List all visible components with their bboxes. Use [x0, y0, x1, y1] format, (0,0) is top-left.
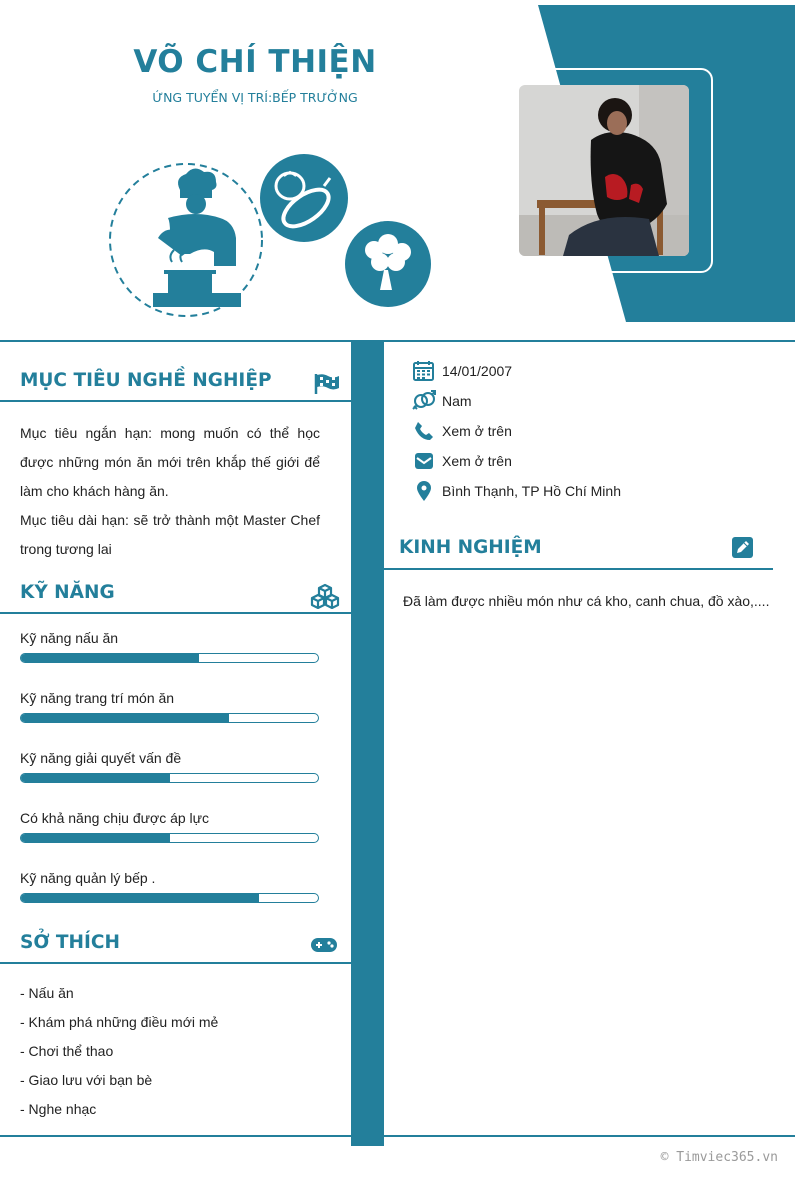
- skills-underline: [0, 612, 351, 614]
- skill-bar-fill: [21, 834, 170, 842]
- flag-icon: [314, 373, 340, 395]
- cubes-icon: [310, 583, 340, 609]
- email-icon: [412, 450, 436, 472]
- skill-bar-fill: [21, 774, 170, 782]
- gender-value: Nam: [442, 393, 472, 409]
- footer-watermark: © Timviec365.vn: [660, 1150, 778, 1165]
- skill-label: Kỹ năng trang trí món ăn: [20, 690, 175, 706]
- header-divider: [0, 340, 795, 342]
- profile-photo: [519, 85, 689, 256]
- skill-bar: [20, 773, 319, 783]
- calendar-icon: [412, 360, 436, 382]
- skills-title: KỸ NĂNG: [20, 582, 115, 603]
- skill-label: Kỹ năng giải quyết vấn đề: [20, 750, 182, 766]
- objective-underline: [0, 400, 351, 402]
- hobbies-underline: [0, 962, 351, 964]
- phone-icon: [412, 420, 436, 442]
- address-value: Bình Thạnh, TP Hồ Chí Minh: [442, 483, 621, 499]
- chef-illustration: [100, 150, 440, 335]
- hobby-item: - Nấu ăn: [20, 985, 74, 1001]
- objective-title: MỤC TIÊU NGHỀ NGHIỆP: [20, 370, 272, 391]
- phone-value: Xem ở trên: [442, 423, 512, 439]
- skill-bar: [20, 893, 319, 903]
- skill-bar-fill: [21, 894, 259, 902]
- gamepad-icon: [310, 937, 338, 953]
- pencil-icon: [732, 537, 753, 558]
- hobby-item: - Giao lưu với bạn bè: [20, 1072, 153, 1088]
- objective-short-term: Mục tiêu ngắn hạn: mong muốn có thể học được những món ăn mới trên khắp thế giới để làm cho khách hàng ăn.: [20, 425, 320, 499]
- hobby-item: - Chơi thể thao: [20, 1043, 114, 1059]
- skill-bar-fill: [21, 654, 199, 662]
- experience-title: KINH NGHIỆM: [399, 537, 542, 558]
- experience-text: Đã làm được nhiều món như cá kho, canh chua, đồ xào,....: [403, 593, 770, 609]
- skill-bar: [20, 833, 319, 843]
- hobby-item: - Nghe nhạc: [20, 1101, 97, 1117]
- hobby-item: - Khám phá những điều mới mẻ: [20, 1014, 219, 1030]
- skill-label: Kỹ năng nấu ăn: [20, 630, 119, 646]
- footer-divider: [0, 1135, 795, 1137]
- objective-long-term: Mục tiêu dài hạn: sẽ trở thành một Master Chef trong tương lai: [20, 512, 320, 557]
- gender-icon: [412, 390, 436, 412]
- skill-label: Kỹ năng quản lý bếp .: [20, 870, 156, 886]
- column-divider-bar: [351, 342, 384, 1146]
- email-value: Xem ở trên: [442, 453, 512, 469]
- experience-underline: [384, 568, 773, 570]
- birthday-value: 14/01/2007: [442, 363, 513, 379]
- skill-bar: [20, 713, 319, 723]
- applied-position: ỨNG TUYỂN VỊ TRÍ:BẾP TRƯỞNG: [152, 90, 358, 105]
- skill-label: Có khả năng chịu được áp lực: [20, 810, 210, 826]
- candidate-name: VÕ CHÍ THIỆN: [133, 44, 377, 80]
- skill-bar-fill: [21, 714, 229, 722]
- hobbies-title: SỞ THÍCH: [20, 932, 120, 953]
- skill-bar: [20, 653, 319, 663]
- map-pin-icon: [412, 480, 436, 502]
